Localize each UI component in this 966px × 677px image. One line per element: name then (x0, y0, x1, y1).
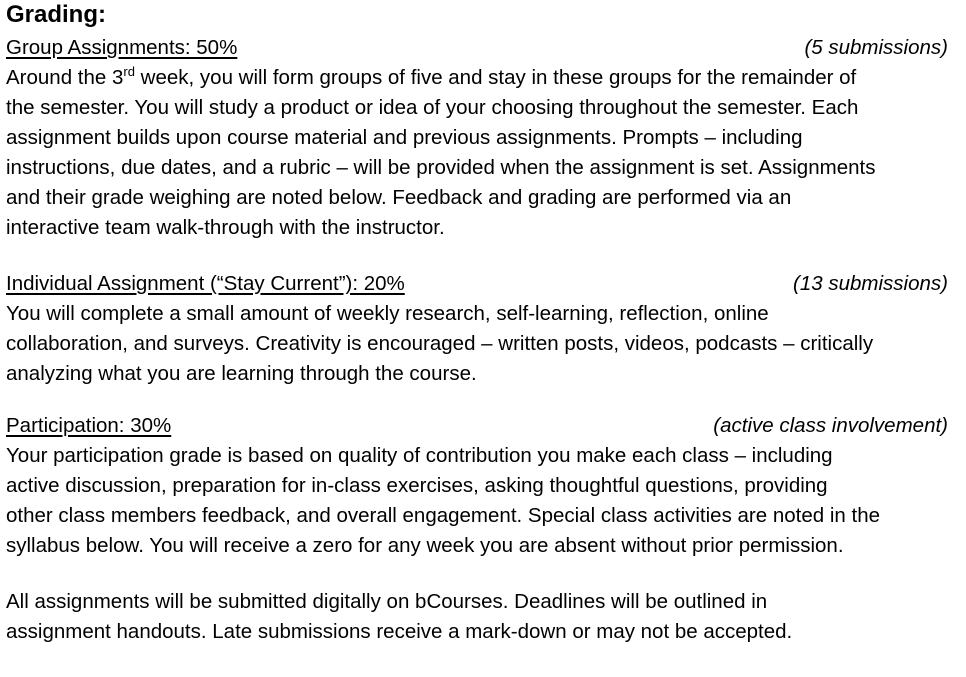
text-line: active discussion, preparation for in-class exercises, asking thoughtful questions, providing (6, 474, 828, 497)
text-line: All assignments will be submitted digitally on bCourses. Deadlines will be outlined in (6, 590, 768, 613)
individual-assignment-title: Individual Assignment (“Stay Current”): 20% (6, 272, 405, 295)
individual-assignment-header (6, 269, 958, 299)
text-line: syllabus below. You will receive a zero for any week you are absent without prior permission. (6, 534, 844, 557)
group-assignments-section (6, 33, 958, 243)
group-assignments-note: (5 submissions) (804, 36, 948, 59)
submission-section (6, 587, 958, 647)
section-spacer (6, 243, 958, 269)
participation-section (6, 411, 958, 561)
text-line: the semester. You will study a product or idea of your choosing throughout the semester. Each (6, 96, 859, 119)
individual-assignment-text (6, 299, 958, 389)
group-assignments-text (6, 63, 958, 243)
text-line: assignment handouts. Late submissions receive a mark-down or may not be accepted. (6, 620, 793, 643)
group-assignments-header (6, 33, 958, 63)
participation-header (6, 411, 958, 441)
grading-heading: Grading: (6, 1, 106, 28)
text-line: other class members feedback, and overall engagement. Special class activities are noted in the (6, 504, 881, 527)
text-line (6, 63, 958, 93)
section-spacer (6, 561, 958, 587)
text-segment: Around the 3 (6, 66, 124, 89)
text-line: assignment builds upon course material and previous assignments. Prompts – including (6, 126, 803, 149)
participation-note: (active class involvement) (713, 414, 948, 437)
group-assignments-title: Group Assignments: 50% (6, 36, 238, 59)
text-line: Your participation grade is based on quality of contribution you make each class – including (6, 444, 833, 467)
text-line: instructions, due dates, and a rubric – will be provided when the assignment is set. Assignments (6, 156, 876, 179)
individual-assignment-section (6, 269, 958, 389)
text-segment: week, you will form groups of five and stay in these groups for the remainder of (134, 66, 857, 89)
individual-assignment-note: (13 submissions) (793, 272, 948, 295)
text-line: collaboration, and surveys. Creativity is encouraged – written posts, videos, podcasts – critically (6, 332, 874, 355)
text-line: interactive team walk-through with the instructor. (6, 216, 445, 239)
section-spacer (6, 389, 958, 411)
text-line: and their grade weighing are noted below. Feedback and grading are performed via an (6, 186, 792, 209)
text-line: You will complete a small amount of weekly research, self-learning, reflection, online (6, 302, 769, 325)
participation-text (6, 441, 958, 561)
text-line: analyzing what you are learning through the course. (6, 362, 477, 385)
participation-title: Participation: 30% (6, 414, 172, 437)
submission-text (6, 587, 958, 647)
ordinal-superscript: rd (123, 64, 135, 80)
